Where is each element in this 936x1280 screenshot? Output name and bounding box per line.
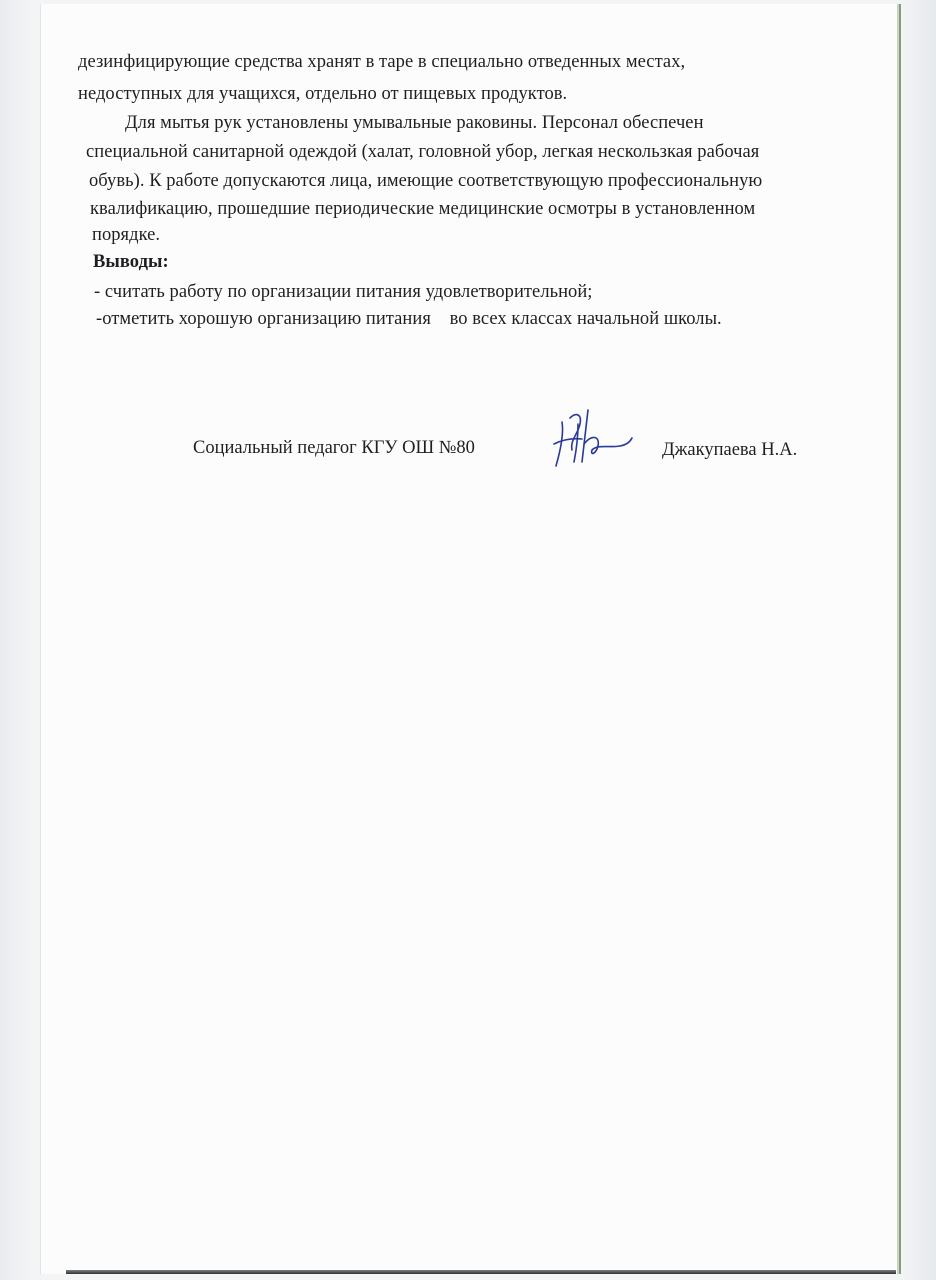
- signatory-name: Джакупаева Н.А.: [662, 440, 798, 460]
- handwritten-signature: [548, 404, 638, 474]
- paragraph-2-line-5: порядке.: [92, 225, 161, 245]
- conclusion-item-1: - считать работу по организации питания удовлетворительной;: [94, 282, 593, 302]
- conclusions-heading: Выводы:: [93, 252, 169, 272]
- paragraph-2-line-2: специальной санитарной одеждой (халат, головной убор, легкая нескользкая рабочая: [86, 142, 760, 162]
- signatory-position: Социальный педагог КГУ ОШ №80: [193, 438, 475, 458]
- paragraph-2-line-3: обувь). К работе допускаются лица, имеющие соответствующую профессиональную: [89, 171, 763, 191]
- paragraph-2-line-1: Для мытья рук установлены умывальные раковины. Персонал обеспечен: [125, 113, 704, 133]
- conclusion-item-2: -отметить хорошую организацию питания во всех классах начальной школы.: [96, 309, 722, 329]
- paragraph-2-line-4: квалификацию, прошедшие периодические медицинские осмотры в установленном: [90, 199, 756, 219]
- paragraph-1-line-1: дезинфицирующие средства хранят в таре в специально отведенных местах,: [78, 52, 686, 72]
- paragraph-1-line-2: недоступных для учащихся, отдельно от пищевых продуктов.: [78, 84, 568, 104]
- page-bottom-edge: [66, 1270, 896, 1274]
- document-page: [40, 4, 899, 1274]
